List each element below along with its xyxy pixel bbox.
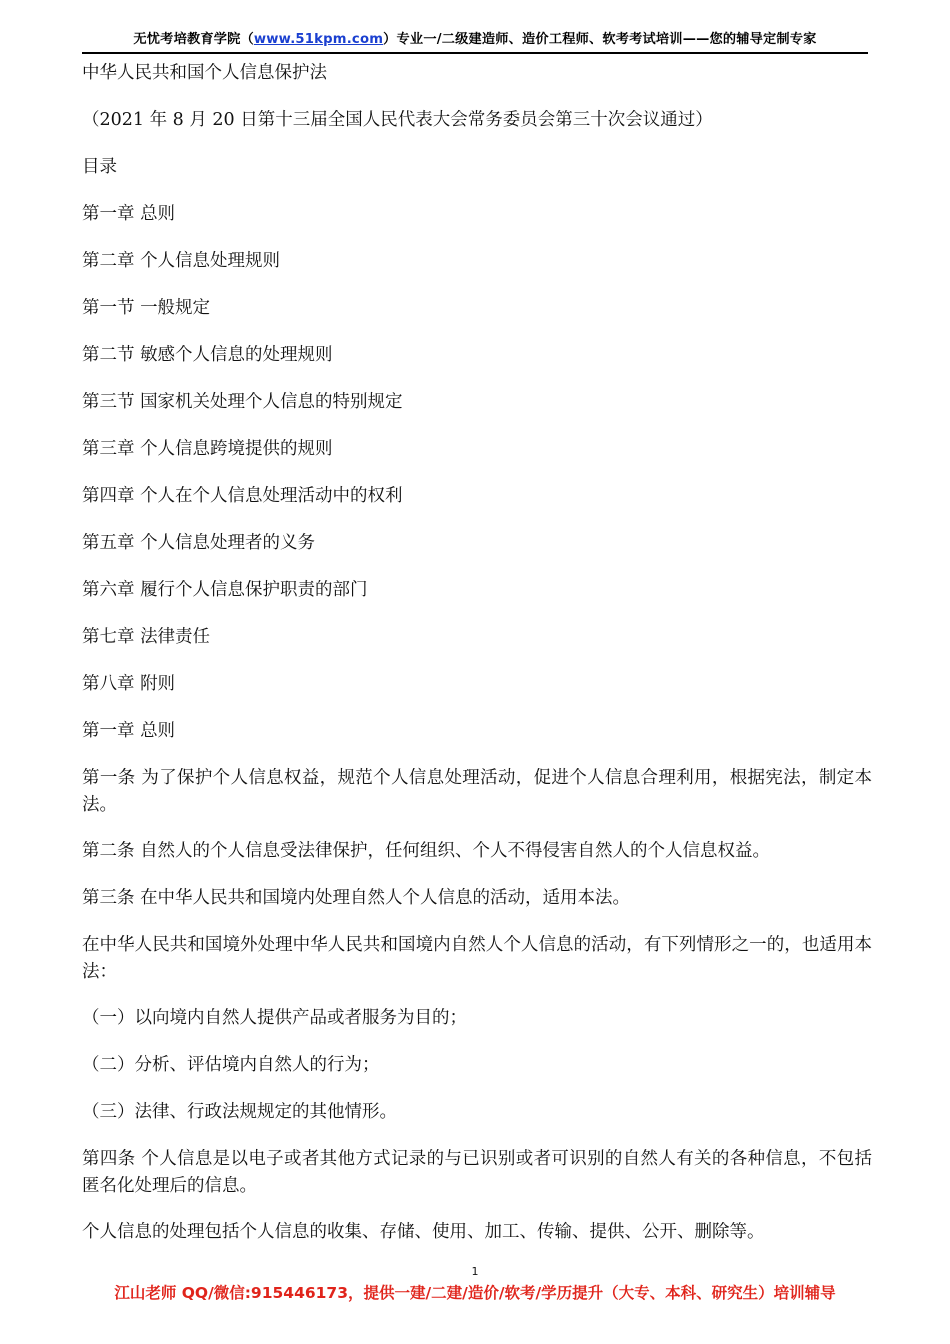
- toc-heading: 目录: [82, 157, 117, 177]
- article-paragraph: 第一条 为了保护个人信息权益，规范个人信息处理活动，促进个人信息合理利用，根据宪法，制定本法。: [82, 768, 872, 815]
- list-item: （三）法律、行政法规规定的其他情形。: [82, 1102, 397, 1122]
- list-item: （二）分析、评估境内自然人的行为；: [82, 1055, 380, 1075]
- toc-item: 第六章 履行个人信息保护职责的部门: [82, 580, 368, 600]
- header-suffix: ）专业一/二级建造师、造价工程师、软考考试培训——您的辅导定制专家: [383, 32, 817, 47]
- article-paragraph: 在中华人民共和国境外处理中华人民共和国境内自然人个人信息的活动，有下列情形之一的，也适用本法：: [82, 935, 872, 982]
- article-paragraph: 第四条 个人信息是以电子或者其他方式记录的与已识别或者可识别的自然人有关的各种信息，不包括匿名化处理后的信息。: [82, 1149, 872, 1196]
- toc-item: 第三节 国家机关处理个人信息的特别规定: [82, 392, 403, 412]
- adoption-note: （2021 年 8 月 20 日第十三届全国人民代表大会常务委员会第三十次会议通过）: [82, 110, 713, 130]
- list-item: （一）以向境内自然人提供产品或者服务为目的；: [82, 1008, 467, 1028]
- toc-item: 第五章 个人信息处理者的义务: [82, 533, 316, 553]
- toc-item: 第二章 个人信息处理规则: [82, 251, 281, 271]
- page-number: 1: [471, 1265, 479, 1278]
- toc-item: 第三章 个人信息跨境提供的规则: [82, 439, 333, 459]
- toc-item: 第七章 法律责任: [82, 627, 211, 647]
- toc-item: 第四章 个人在个人信息处理活动中的权利: [82, 486, 403, 506]
- chapter-heading: 第一章 总则: [82, 721, 176, 741]
- article-paragraph: 第三条 在中华人民共和国境内处理自然人个人信息的活动，适用本法。: [82, 888, 631, 908]
- toc-item: 第一节 一般规定: [82, 298, 211, 318]
- document-title: 中华人民共和国个人信息保护法: [82, 63, 327, 83]
- page-footer: 江山老师 QQ/微信:915446173，提供一建/二建/造价/软考/学历提升（大专、本科、研究生）培训辅导: [114, 1284, 836, 1302]
- page-header: [82, 30, 868, 54]
- article-paragraph: 个人信息的处理包括个人信息的收集、存储、使用、加工、传输、提供、公开、删除等。: [82, 1222, 765, 1242]
- toc-item: 第二节 敏感个人信息的处理规则: [82, 345, 333, 365]
- toc-item: 第一章 总则: [82, 204, 176, 224]
- article-paragraph: 第二条 自然人的个人信息受法律保护，任何组织、个人不得侵害自然人的个人信息权益。: [82, 841, 771, 861]
- toc-item: 第八章 附则: [82, 674, 176, 694]
- header-website-link[interactable]: www.51kpm.com: [253, 32, 384, 47]
- header-prefix: 无忧考培教育学院（: [133, 32, 254, 47]
